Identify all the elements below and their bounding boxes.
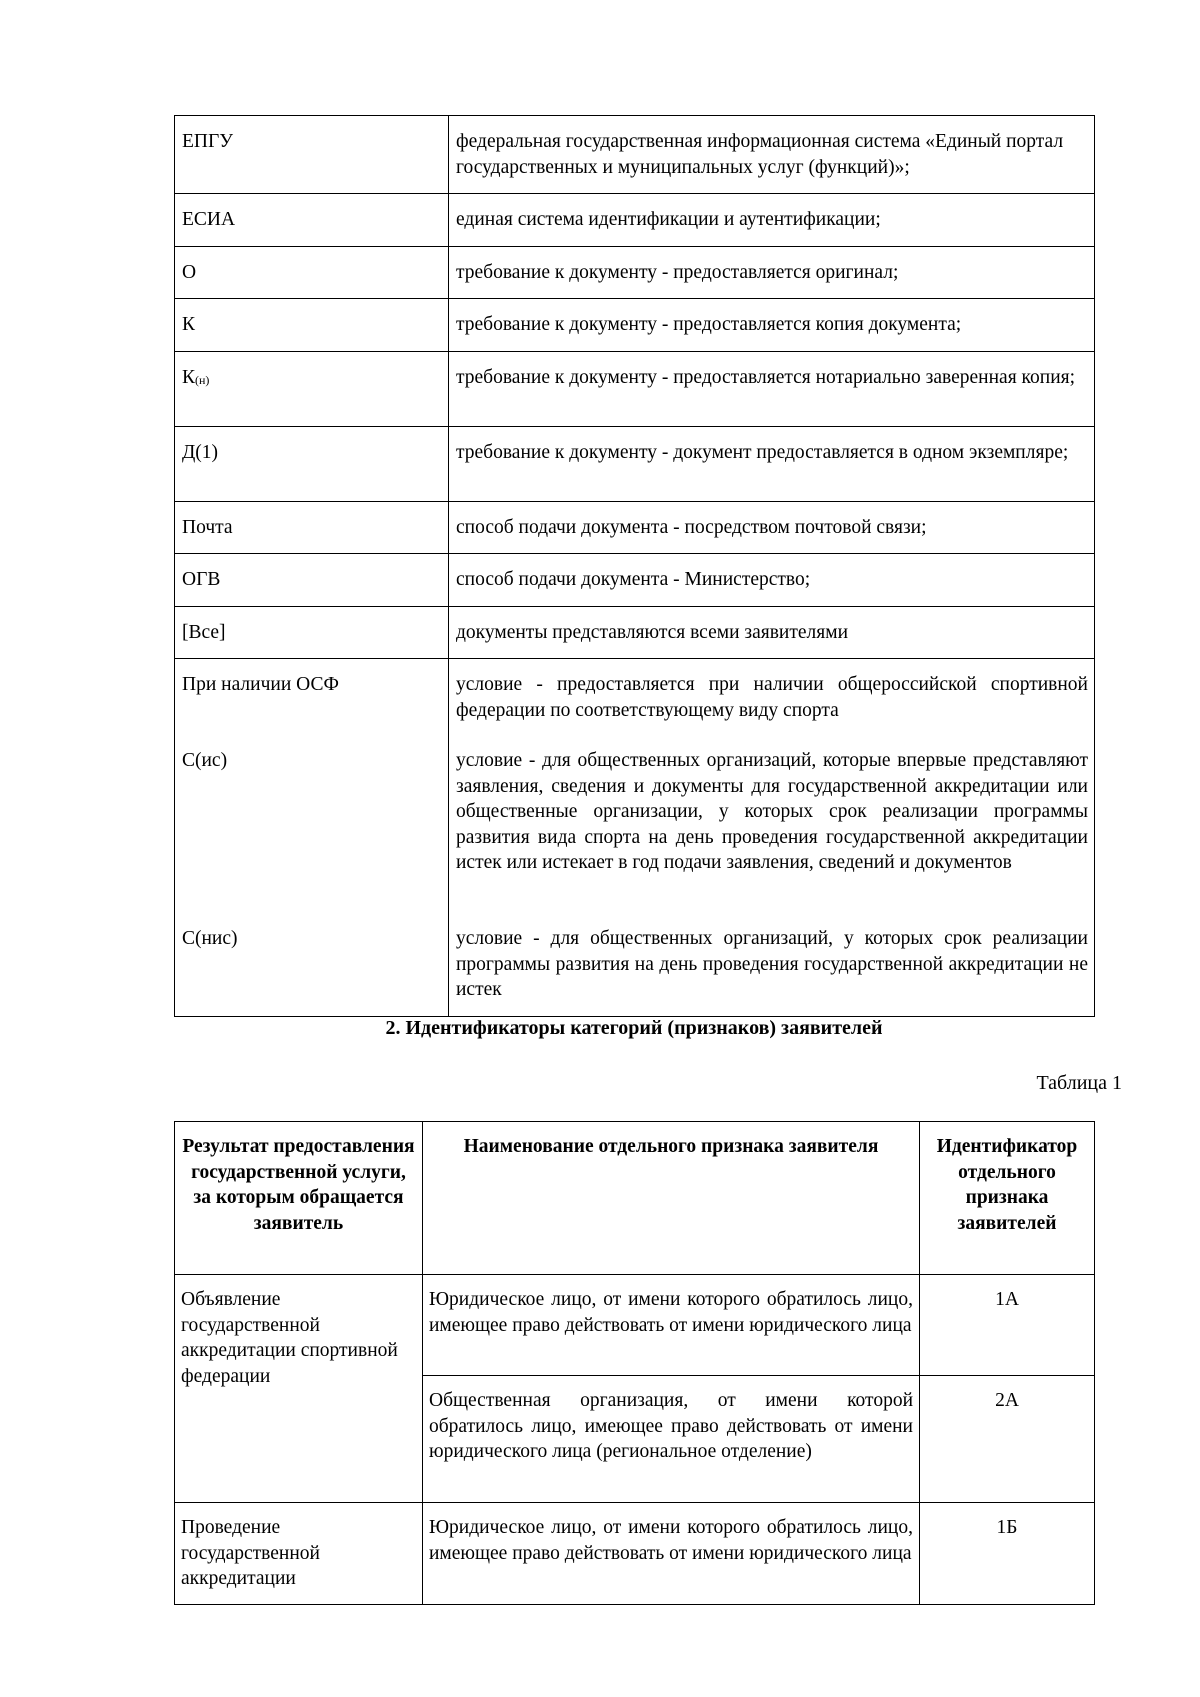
result-cell: Объявление государственной аккредитации спортивной федерации bbox=[175, 1275, 423, 1503]
result-cell: Проведение государственной аккредитации bbox=[175, 1503, 423, 1605]
abbreviation-term: При наличии ОСФ bbox=[182, 674, 339, 695]
abbreviation-definition: требование к документу - документ предоставляется в одном экземпляре; bbox=[449, 426, 1095, 501]
abbreviation-definition: требование к документу - предоставляется оригинал; bbox=[449, 246, 1095, 299]
feature-name-cell: Общественная организация, от имени которой обратилось лицо, имеющее право действовать от имени юридического лица (региональное отделение) bbox=[423, 1376, 920, 1503]
abbreviations-table bbox=[174, 115, 1095, 1017]
abbreviation-definition: способ подачи документа - Министерство; bbox=[449, 554, 1095, 607]
abbreviation-term: ЕСИА bbox=[175, 194, 449, 247]
abbreviation-term-subscript: (н) bbox=[195, 372, 210, 387]
abbreviation-term: С(ис) bbox=[182, 750, 228, 771]
abbreviation-definition: условие - предоставляется при наличии общероссийской спортивной федерации по соответствующему виду спорта bbox=[456, 674, 1088, 721]
abbreviation-term: С(нис) bbox=[182, 928, 238, 949]
abbreviation-definition: документы представляются всеми заявителями bbox=[449, 606, 1095, 659]
table-header-row bbox=[175, 1122, 1095, 1275]
table-row bbox=[175, 351, 1095, 426]
table-row bbox=[175, 246, 1095, 299]
identifier-cell: 1А bbox=[920, 1275, 1095, 1376]
abbreviation-term: ОГВ bbox=[175, 554, 449, 607]
abbreviation-definition: федеральная государственная информационная система «Единый портал государственных и муниципальных услуг (функций)»; bbox=[449, 116, 1095, 194]
abbreviation-term-main: К bbox=[182, 366, 196, 388]
column-header-name: Наименование отдельного признака заявителя bbox=[423, 1122, 920, 1275]
feature-name-cell: Юридическое лицо, от имени которого обратилось лицо, имеющее право действовать от имени юридического лица bbox=[423, 1503, 920, 1605]
column-header-result: Результат предоставления государственной услуги, за которым обращается заявитель bbox=[175, 1122, 423, 1275]
table-row bbox=[175, 1275, 1095, 1376]
abbreviation-definitions-merged bbox=[449, 659, 1095, 1017]
table-row bbox=[175, 606, 1095, 659]
table-row bbox=[175, 299, 1095, 352]
abbreviation-term: [Все] bbox=[175, 606, 449, 659]
abbreviation-definition: требование к документу - предоставляется копия документа; bbox=[449, 299, 1095, 352]
table-row bbox=[175, 1503, 1095, 1605]
section-title: 2. Идентификаторы категорий (признаков) заявителей bbox=[385, 1017, 883, 1039]
column-header-identifier: Идентификатор отдельного признака заявителей bbox=[920, 1122, 1095, 1275]
abbreviation-terms-merged bbox=[175, 659, 449, 1017]
abbreviation-term: ЕПГУ bbox=[175, 116, 449, 194]
table-row bbox=[175, 554, 1095, 607]
identifier-cell: 1Б bbox=[920, 1503, 1095, 1605]
abbreviation-definition: способ подачи документа - посредством почтовой связи; bbox=[449, 501, 1095, 554]
table-row bbox=[175, 194, 1095, 247]
table-row bbox=[175, 659, 1095, 1017]
applicant-categories-table bbox=[174, 1121, 1095, 1605]
feature-name-cell: Юридическое лицо, от имени которого обратилось лицо, имеющее право действовать от имени юридического лица bbox=[423, 1275, 920, 1376]
abbreviation-definition: условие - для общественных организаций, у которых срок реализации программы развития на день проведения государственной аккредитации не истек bbox=[456, 928, 1088, 1000]
table-row bbox=[175, 501, 1095, 554]
table-row bbox=[175, 116, 1095, 194]
identifier-cell: 2А bbox=[920, 1376, 1095, 1503]
abbreviation-term: О bbox=[175, 246, 449, 299]
abbreviation-definition: единая система идентификации и аутентификации; bbox=[449, 194, 1095, 247]
abbreviation-definition: требование к документу - предоставляется нотариально заверенная копия; bbox=[449, 351, 1095, 426]
abbreviation-definition: условие - для общественных организаций, которые впервые представляют заявления, сведения и документы для государственной аккредитации или общественные организации, у которых срок реализации программы развития вида спорта на день проведения государственной аккредитации истек или истекает в год подачи заявления, сведений и документов bbox=[456, 750, 1088, 873]
abbreviation-term: Д(1) bbox=[175, 426, 449, 501]
abbreviation-term bbox=[175, 351, 449, 426]
abbreviation-term: К bbox=[175, 299, 449, 352]
table-label: Таблица 1 bbox=[1036, 1072, 1122, 1094]
table-row bbox=[175, 426, 1095, 501]
abbreviation-term: Почта bbox=[175, 501, 449, 554]
